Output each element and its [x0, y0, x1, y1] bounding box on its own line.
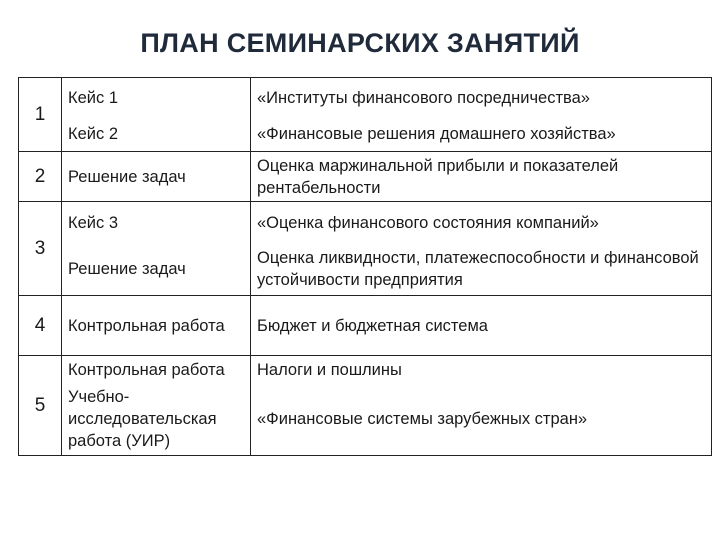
seminar-plan-table — [18, 77, 712, 456]
activity-cell: Решение задач — [62, 152, 251, 202]
topic-cell: «Оценка финансового состояния компаний» — [251, 202, 712, 244]
topic-cell: «Финансовые системы зарубежных стран» — [251, 384, 712, 456]
page-title: ПЛАН СЕМИНАРСКИХ ЗАНЯТИЙ — [140, 28, 580, 58]
activity-cell: Контрольная работа — [62, 356, 251, 384]
table-row — [19, 296, 712, 356]
table-row — [19, 202, 712, 244]
table-row — [19, 152, 712, 202]
activity-cell: Кейс 2 — [62, 118, 251, 152]
session-number: 5 — [19, 356, 62, 456]
topic-cell: Бюджет и бюджетная система — [251, 296, 712, 356]
activity-cell: Кейс 1 — [62, 78, 251, 118]
session-number: 3 — [19, 202, 62, 296]
topic-cell: Оценка ликвидности, платежеспособности и финансовой устойчивости предприятия — [251, 244, 712, 296]
topic-cell: Налоги и пошлины — [251, 356, 712, 384]
session-number: 4 — [19, 296, 62, 356]
session-number: 2 — [19, 152, 62, 202]
session-number: 1 — [19, 78, 62, 152]
table-row — [19, 356, 712, 384]
activity-cell: Контрольная работа — [62, 296, 251, 356]
topic-cell: «Финансовые решения домашнего хозяйства» — [251, 118, 712, 152]
topic-cell: «Институты финансового посредничества» — [251, 78, 712, 118]
table-row — [19, 118, 712, 152]
topic-cell: Оценка маржинальной прибыли и показателей рентабельности — [251, 152, 712, 202]
table-row — [19, 78, 712, 118]
table-row — [19, 244, 712, 296]
table-row — [19, 384, 712, 456]
activity-cell: Решение задач — [62, 244, 251, 296]
activity-cell: Кейс 3 — [62, 202, 251, 244]
activity-cell: Учебно-исследовательская работа (УИР) — [62, 384, 251, 456]
